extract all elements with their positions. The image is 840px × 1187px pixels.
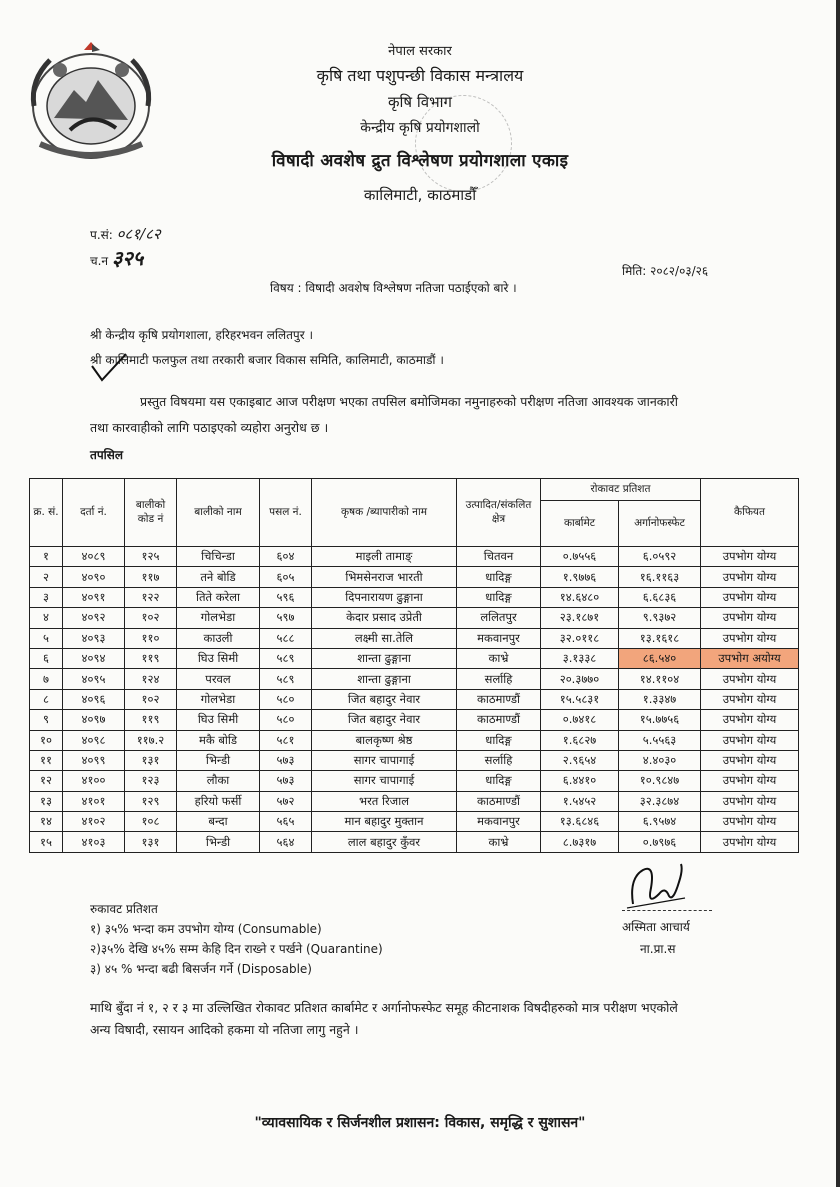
table-row (30, 648, 799, 668)
cell-organo: १.३३४७ (619, 689, 701, 709)
cell-sn: १२ (30, 771, 63, 791)
cell-darta: ४०९४ (63, 648, 125, 668)
cell-remarks: उपभोग योग्य (701, 587, 799, 607)
cell-origin: मकवानपुर (457, 812, 541, 832)
cell-darta: ४०८९ (63, 547, 125, 567)
ps-value: ०८१/८२ (116, 225, 161, 243)
cell-darta: ४१०० (63, 771, 125, 791)
cell-farmer: सागर चापागाई (312, 750, 457, 770)
cell-crop-name: काउली (177, 628, 260, 648)
cell-crop-name: हरियो फर्सी (177, 791, 260, 811)
cell-crop-code: १२३ (125, 771, 177, 791)
cell-sn: १० (30, 730, 63, 750)
cell-origin: काठमाण्डौं (457, 710, 541, 730)
chn-value: ३२५ (111, 246, 144, 270)
cell-origin: धादिङ्ग (457, 587, 541, 607)
cell-darta: ४१०१ (63, 791, 125, 811)
signature-line (622, 910, 712, 911)
cell-remarks: उपभोग अयोग्य (701, 648, 799, 668)
legend-item-3: ३) ४५ % भन्दा बढी बिसर्जन गर्ने (Disposable) (90, 962, 312, 976)
cell-organo: ६.०५९२ (619, 547, 701, 567)
cell-origin: मकवानपुर (457, 628, 541, 648)
table-row (30, 547, 799, 567)
cell-pasal: ५८८ (260, 628, 312, 648)
cell-carbamate: ६.४४१० (541, 771, 619, 791)
cell-organo: ३२.३८७४ (619, 791, 701, 811)
legend-item-2: २)३५% देखि ४५% सम्म केहि दिन राख्ने र पर्खने (Quarantine) (90, 942, 383, 956)
cell-darta: ४०९० (63, 567, 125, 587)
footer-motto: "व्यावसायिक र सिर्जनशील प्रशासन: विकास, समृद्धि र सुशासन" (254, 1115, 586, 1131)
cell-crop-code: १०८ (125, 812, 177, 832)
signatory-title: ना.प्रा.स (640, 942, 676, 956)
cell-carbamate: १.९७७६ (541, 567, 619, 587)
cell-remarks: उपभोग योग्य (701, 812, 799, 832)
cell-pasal: ५६५ (260, 812, 312, 832)
cell-remarks: उपभोग योग्य (701, 750, 799, 770)
cell-sn: १५ (30, 832, 63, 852)
header-origin: उत्पादित/संकलित क्षेत्र (457, 479, 541, 547)
header-darta: दर्ता नं. (63, 479, 125, 547)
cell-farmer: लाल बहादुर कुँवर (312, 832, 457, 852)
cell-farmer: जित बहादुर नेवार (312, 710, 457, 730)
cell-farmer: दिपनारायण ढुङ्गाना (312, 587, 457, 607)
cell-organo: ६.९५७४ (619, 812, 701, 832)
cell-crop-name: गोलभेडा (177, 689, 260, 709)
tapsil-heading: तपसिल (90, 448, 124, 462)
cell-organo: ९.९३७२ (619, 608, 701, 628)
cell-farmer: भिमसेनराज भारती (312, 567, 457, 587)
cell-origin: काठमाण्डौं (457, 689, 541, 709)
table-row (30, 669, 799, 689)
cell-origin: ललितपुर (457, 608, 541, 628)
cell-pasal: ६०४ (260, 547, 312, 567)
cell-pasal: ५७३ (260, 750, 312, 770)
cell-organo: ०.७९७६ (619, 832, 701, 852)
cell-origin: काभ्रे (457, 832, 541, 852)
cell-darta: ४०९७ (63, 710, 125, 730)
cell-organo: १३.१६१८ (619, 628, 701, 648)
cell-crop-name: घिउ सिमी (177, 648, 260, 668)
ps-number (90, 224, 161, 244)
cell-darta: ४०९३ (63, 628, 125, 648)
ps-label: प.सं: (90, 228, 113, 242)
header-farmer: कृषक /ब्यापारीको नाम (312, 479, 457, 547)
cell-carbamate: ०.७४१८ (541, 710, 619, 730)
cell-origin: काठमाण्डौं (457, 791, 541, 811)
cell-origin: धादिङ्ग (457, 567, 541, 587)
letter-date: मिति: २०८२/०३/२६ (622, 264, 709, 278)
cell-carbamate: १४.६४८० (541, 587, 619, 607)
cell-crop-code: ११७ (125, 567, 177, 587)
cell-carbamate: १.५४५२ (541, 791, 619, 811)
cell-pasal: ६०५ (260, 567, 312, 587)
cell-darta: ४०९९ (63, 750, 125, 770)
cell-organo: १५.७७५६ (619, 710, 701, 730)
chn-number (90, 244, 143, 271)
cell-crop-code: १०२ (125, 608, 177, 628)
cell-farmer: सागर चापागाई (312, 771, 457, 791)
cell-origin: काभ्रे (457, 648, 541, 668)
table-row (30, 567, 799, 587)
cell-crop-name: बन्दा (177, 812, 260, 832)
legend-title: रुकावट प्रतिशत (90, 902, 158, 916)
table-row (30, 710, 799, 730)
ministry-name: कृषि तथा पशुपन्छी विकास मन्त्रालय (316, 66, 524, 85)
cell-darta: ४०९५ (63, 669, 125, 689)
header-remarks: कैफियत (701, 479, 799, 547)
header-crop-name: बालीको नाम (177, 479, 260, 547)
note-line-1: माथि बुँदा नं १, २ र ३ मा उल्लिखित रोकावट प्रतिशत कार्बामेट र अर्गानोफस्फेट समूह कीटनाशक विषदीहरुको मात्र परीक्षण भएकोले (90, 1000, 678, 1015)
cell-pasal: ५९७ (260, 608, 312, 628)
header-inhibition: रोकावट प्रतिशत (541, 479, 701, 501)
cell-pasal: ५७३ (260, 771, 312, 791)
cell-origin: धादिङ्ग (457, 730, 541, 750)
cell-pasal: ५८१ (260, 730, 312, 750)
cell-crop-code: १०२ (125, 689, 177, 709)
cell-crop-code: १३१ (125, 750, 177, 770)
cell-sn: ३ (30, 587, 63, 607)
cell-organo: १०.९८४७ (619, 771, 701, 791)
subject-line: विषय : विषादी अवशेष विश्लेषण नतिजा पठाईएको बारे । (270, 281, 517, 295)
cell-crop-code: ११० (125, 628, 177, 648)
cell-pasal: ५८९ (260, 669, 312, 689)
cell-carbamate: ८.७३१७ (541, 832, 619, 852)
chn-label: च.न (90, 254, 109, 268)
cell-remarks: उपभोग योग्य (701, 771, 799, 791)
recipient-1: श्री केन्द्रीय कृषि प्रयोगशाला, हरिहरभवन ललितपुर । (90, 328, 314, 342)
cell-crop-name: चिचिन्डा (177, 547, 260, 567)
checkmark-icon (90, 352, 130, 384)
cell-carbamate: २३.१८७१ (541, 608, 619, 628)
cell-carbamate: ३.१३३८ (541, 648, 619, 668)
cell-darta: ४०९१ (63, 587, 125, 607)
cell-remarks: उपभोग योग्य (701, 730, 799, 750)
cell-sn: ६ (30, 648, 63, 668)
legend-item-1: १) ३५% भन्दा कम उपभोग योग्य (Consumable) (90, 922, 322, 936)
cell-carbamate: ३२.०११८ (541, 628, 619, 648)
cell-darta: ४०९८ (63, 730, 125, 750)
cell-origin: धादिङ्ग (457, 771, 541, 791)
cell-farmer: केदार प्रसाद उप्रेती (312, 608, 457, 628)
cell-organo: १६.११६३ (619, 567, 701, 587)
cell-crop-name: मकै बोडि (177, 730, 260, 750)
cell-remarks: उपभोग योग्य (701, 710, 799, 730)
cell-crop-code: १२५ (125, 547, 177, 567)
cell-carbamate: १५.५८३१ (541, 689, 619, 709)
cell-sn: १४ (30, 812, 63, 832)
body-paragraph-line-2: तथा कारवाहीको लागि पठाइएको व्यहोरा अनुरोध छ । (90, 420, 329, 435)
cell-sn: ११ (30, 750, 63, 770)
signature-icon (625, 858, 687, 914)
cell-farmer: लक्ष्मी सा.तेलि (312, 628, 457, 648)
recipient-2: श्री कालिमाटी फलफुल तथा तरकारी बजार विकास समिति, कालिमाटी, काठमाडौं । (90, 353, 444, 367)
cell-crop-code: १२९ (125, 791, 177, 811)
cell-darta: ४०९६ (63, 689, 125, 709)
cell-crop-name: तने बोडि (177, 567, 260, 587)
cell-remarks: उपभोग योग्य (701, 608, 799, 628)
cell-crop-code: १२४ (125, 669, 177, 689)
cell-crop-name: तिते करेला (177, 587, 260, 607)
cell-crop-code: ११९ (125, 710, 177, 730)
cell-remarks: उपभोग योग्य (701, 689, 799, 709)
cell-remarks: उपभोग योग्य (701, 832, 799, 852)
table-row (30, 832, 799, 852)
cell-crop-code: १३१ (125, 832, 177, 852)
table-row (30, 608, 799, 628)
cell-sn: २ (30, 567, 63, 587)
cell-remarks: उपभोग योग्य (701, 628, 799, 648)
office-stamp (415, 95, 512, 192)
body-paragraph-line-1: प्रस्तुत विषयमा यस एकाइबाट आज परीक्षण भएका तपसिल बमोजिमका नमुनाहरुको परीक्षण नतिजा आवश्यक जानकारी (140, 394, 678, 409)
cell-crop-code: ११९ (125, 648, 177, 668)
table-row (30, 730, 799, 750)
cell-darta: ४१०३ (63, 832, 125, 852)
note-line-2: अन्य विषादी, रसायन आदिको हकमा यो नतिजा लागु नहुने । (90, 1022, 359, 1037)
cell-pasal: ५७२ (260, 791, 312, 811)
cell-sn: १ (30, 547, 63, 567)
nepal-emblem-icon (20, 40, 162, 162)
cell-remarks: उपभोग योग्य (701, 669, 799, 689)
cell-pasal: ५८० (260, 689, 312, 709)
header-carbamate: कार्बामेट (541, 501, 619, 547)
cell-crop-name: गोलभेडा (177, 608, 260, 628)
cell-pasal: ५९६ (260, 587, 312, 607)
table-row (30, 771, 799, 791)
cell-remarks: उपभोग योग्य (701, 791, 799, 811)
cell-crop-code: १२२ (125, 587, 177, 607)
cell-carbamate: २०.३७७० (541, 669, 619, 689)
cell-origin: चितवन (457, 547, 541, 567)
table-row (30, 791, 799, 811)
signatory-name: अस्मिता आचार्य (622, 920, 690, 934)
table-row (30, 628, 799, 648)
cell-organo: ४.४०३० (619, 750, 701, 770)
cell-farmer: माइली तामाङ् (312, 547, 457, 567)
cell-farmer: मान बहादुर मुक्तान (312, 812, 457, 832)
cell-farmer: जित बहादुर नेवार (312, 689, 457, 709)
cell-carbamate: २.९६५४ (541, 750, 619, 770)
cell-sn: ४ (30, 608, 63, 628)
cell-carbamate: १.६८२७ (541, 730, 619, 750)
cell-farmer: शान्ता ढुङ्गाना (312, 648, 457, 668)
cell-crop-name: लौका (177, 771, 260, 791)
cell-organo: ५.५५६३ (619, 730, 701, 750)
cell-crop-name: घिउ सिमी (177, 710, 260, 730)
office-address: कालिमाटी, काठमाडौँ (363, 186, 477, 204)
cell-farmer: शान्ता ढुङ्गाना (312, 669, 457, 689)
cell-farmer: भरत रिजाल (312, 791, 457, 811)
cell-origin: सर्लाहि (457, 750, 541, 770)
header-sn: क्र. सं. (30, 479, 63, 547)
cell-carbamate: ०.७५५६ (541, 547, 619, 567)
table-row (30, 587, 799, 607)
cell-organo: ६.६८३६ (619, 587, 701, 607)
cell-origin: सर्लाहि (457, 669, 541, 689)
cell-crop-code: ११७.२ (125, 730, 177, 750)
department-name: कृषि विभाग (388, 93, 452, 111)
cell-sn: ५ (30, 628, 63, 648)
cell-remarks: उपभोग योग्य (701, 547, 799, 567)
cell-darta: ४१०२ (63, 812, 125, 832)
table-row (30, 812, 799, 832)
results-table (29, 478, 799, 853)
unit-name: विषादी अवशेष द्रुत विश्लेषण प्रयोगशाला एकाइ (271, 151, 569, 171)
cell-darta: ४०९२ (63, 608, 125, 628)
header-pasal: पसल नं. (260, 479, 312, 547)
cell-farmer: बालकृष्ण श्रेष्ठ (312, 730, 457, 750)
cell-crop-name: परवल (177, 669, 260, 689)
cell-pasal: ५८० (260, 710, 312, 730)
cell-sn: ७ (30, 669, 63, 689)
cell-crop-name: भिन्डी (177, 750, 260, 770)
results-table-body (30, 547, 799, 853)
cell-crop-name: भिन्डी (177, 832, 260, 852)
cell-sn: ८ (30, 689, 63, 709)
cell-remarks: उपभोग योग्य (701, 567, 799, 587)
cell-sn: १३ (30, 791, 63, 811)
header-organo: अर्गानोफस्फेट (619, 501, 701, 547)
cell-sn: ९ (30, 710, 63, 730)
cell-organo: १४.११०४ (619, 669, 701, 689)
govt-name: नेपाल सरकार (388, 44, 452, 59)
cell-organo: ८६.५४० (619, 648, 701, 668)
table-row (30, 689, 799, 709)
cell-pasal: ५६४ (260, 832, 312, 852)
cell-carbamate: १३.६८४६ (541, 812, 619, 832)
page-edge (836, 0, 840, 1187)
table-row (30, 750, 799, 770)
cell-pasal: ५८९ (260, 648, 312, 668)
header-crop-code: बालीको कोड नं (125, 479, 177, 547)
lab-name: केन्द्रीय कृषि प्रयोगशालो (360, 120, 480, 136)
